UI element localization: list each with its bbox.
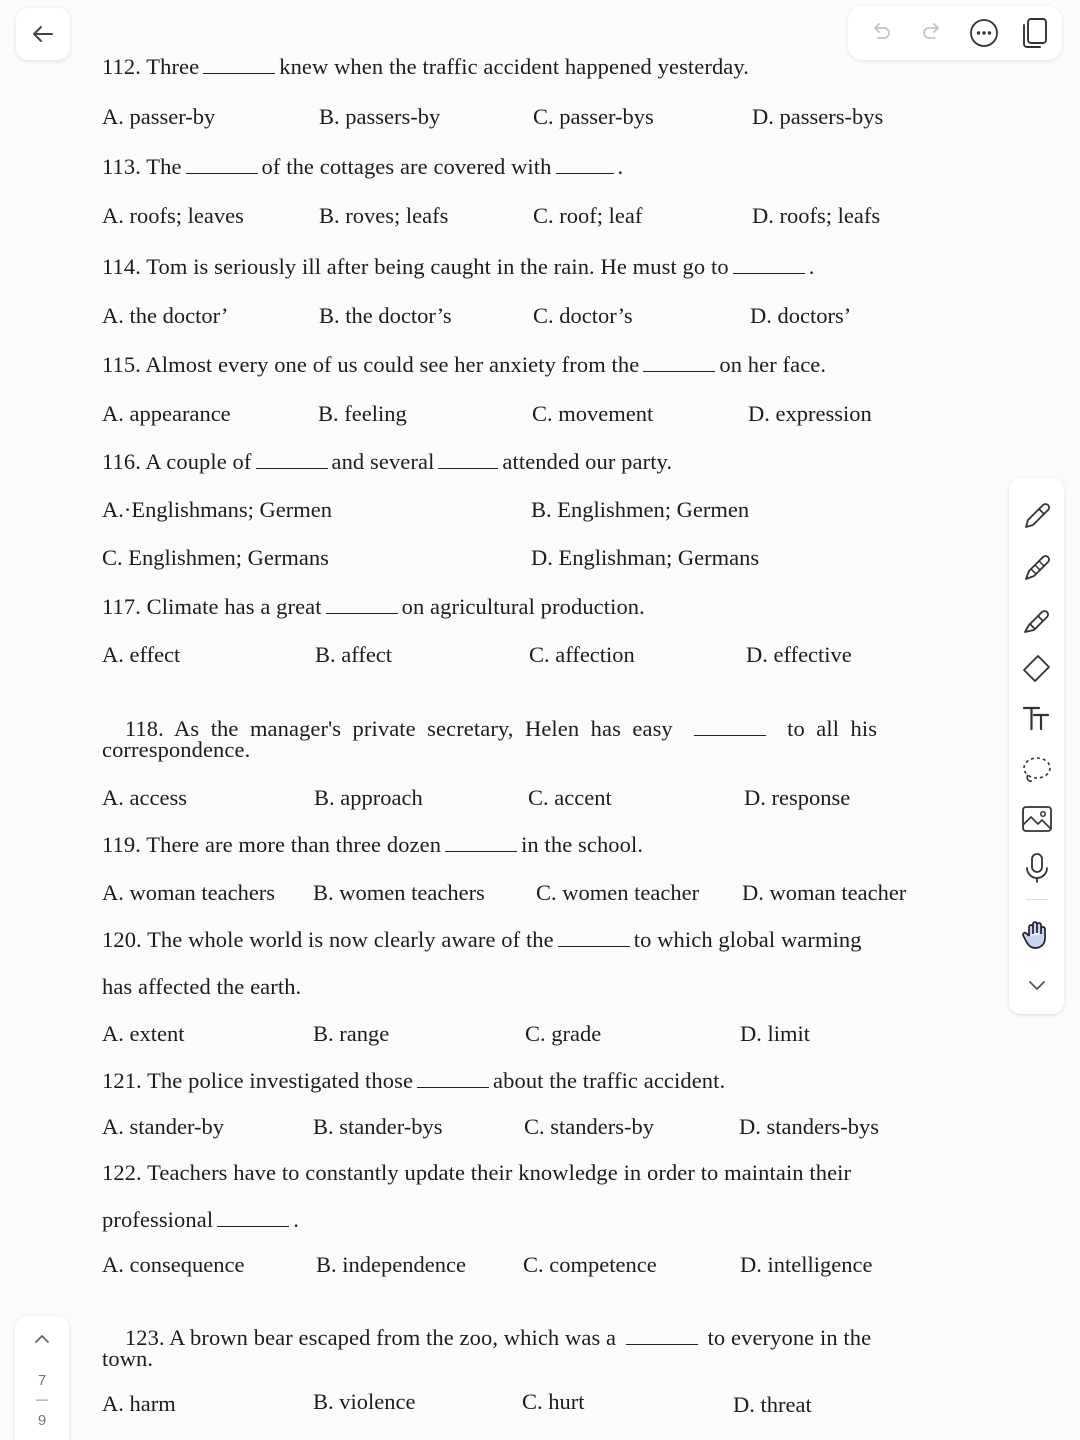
option-d: D. threat: [733, 1392, 812, 1417]
arrow-left-icon: [30, 21, 56, 47]
hand-icon[interactable]: [1019, 916, 1055, 952]
question-text: .: [808, 254, 815, 279]
question-text: 120. The whole world is now clearly aware of the: [102, 927, 554, 952]
question-text: 116. A couple of: [102, 449, 252, 474]
option-a: A. extent: [102, 1021, 185, 1046]
question-text: 118. As the manager's private secretary, Helen has easy: [124, 716, 673, 741]
option-c: C. accent: [528, 785, 612, 810]
option-c: C. competence: [523, 1252, 657, 1277]
top-toolbar: [848, 6, 1062, 60]
answer-blank: [417, 1086, 489, 1088]
option-b: B. approach: [314, 785, 423, 810]
option-c: C. hurt: [522, 1389, 585, 1414]
option-a: A. harm: [102, 1391, 176, 1416]
option-d: D. roofs; leafs: [752, 203, 881, 228]
question-text: to all his: [787, 716, 878, 741]
question-text: of the cottages are covered with: [261, 154, 552, 179]
question-text: 115. Almost every one of us could see her anxiety from the: [102, 352, 640, 377]
question-text: in the school.: [521, 832, 644, 857]
question-113: [102, 154, 623, 180]
option-b: B. Englishmen; Germen: [531, 497, 750, 522]
option-c: C. standers-by: [524, 1114, 654, 1139]
eraser-icon[interactable]: [1019, 650, 1055, 686]
answer-blank: [643, 370, 715, 372]
question-text: .: [293, 1207, 299, 1232]
option-a: A. woman teachers: [102, 880, 276, 905]
option-b: B. feeling: [318, 401, 407, 426]
question-121: [102, 1068, 725, 1094]
undo-icon[interactable]: [866, 19, 894, 47]
question-text: and several: [331, 449, 435, 474]
current-page: 7: [37, 1372, 47, 1389]
option-c: C. women teacher: [536, 880, 700, 905]
option-c: C. movement: [532, 401, 654, 426]
toolbar-divider: [1026, 899, 1048, 900]
option-d: D. standers-bys: [739, 1114, 879, 1139]
question-122-continued: [102, 1207, 299, 1233]
question-text: 121. The police investigated those: [102, 1068, 414, 1093]
question-text: attended our party.: [502, 449, 673, 474]
drawing-toolbar: [1009, 478, 1064, 1014]
option-a: A. roofs; leaves: [102, 203, 244, 228]
question-text: 123. A brown bear escaped from the zoo, which was a: [124, 1325, 617, 1350]
more-icon[interactable]: [968, 17, 1000, 49]
option-d: D. Englishman; Germans: [531, 545, 760, 570]
option-c: C. Englishmen; Germans: [102, 545, 329, 570]
question-text: 114. Tom is seriously ill after being caught in the rain. He must go to: [102, 254, 729, 279]
highlighter-icon[interactable]: [1019, 550, 1055, 586]
option-a: A. the doctor’: [102, 303, 229, 328]
question-115: [102, 352, 826, 378]
answer-blank: [217, 1225, 289, 1227]
answer-blank: [626, 1343, 698, 1345]
answer-blank: [186, 172, 258, 174]
question-112: [102, 54, 749, 80]
option-b: B. the doctor’s: [319, 303, 452, 328]
option-d: D. limit: [740, 1021, 811, 1046]
option-b: B. roves; leafs: [319, 203, 449, 228]
page-indicator: [15, 1316, 69, 1440]
question-114: [102, 254, 814, 280]
question-text: to everyone in the: [707, 1325, 872, 1350]
question-text: 113. The: [102, 154, 182, 179]
answer-blank: [556, 172, 614, 174]
option-a: A. stander-by: [102, 1114, 225, 1139]
answer-blank: [326, 612, 398, 614]
question-text: professional: [102, 1207, 214, 1232]
option-d: D. woman teacher: [742, 880, 907, 905]
answer-blank: [694, 734, 766, 736]
answer-blank: [445, 850, 517, 852]
image-icon[interactable]: [1019, 801, 1055, 837]
question-text: to which global warming: [633, 927, 862, 952]
answer-blank: [733, 272, 805, 274]
question-text: on agricultural production.: [401, 594, 645, 619]
answer-blank: [256, 467, 328, 469]
option-a: A.·Englishmans; Germen: [102, 497, 332, 522]
chevron-down-icon[interactable]: [1019, 972, 1055, 1000]
option-a: A. passer-by: [102, 104, 216, 129]
back-button[interactable]: [16, 8, 70, 60]
answer-blank: [203, 72, 275, 74]
question-120-continued: has affected the earth.: [102, 974, 302, 999]
option-a: A. effect: [102, 642, 181, 667]
option-b: B. independence: [316, 1252, 466, 1277]
option-a: A. access: [102, 785, 187, 810]
option-c: C. affection: [529, 642, 635, 667]
option-b: B. passers-by: [319, 104, 441, 129]
question-123: [102, 1299, 871, 1377]
question-118-continued: correspondence.: [102, 737, 251, 762]
question-text: 117. Climate has a great: [102, 594, 322, 619]
question-text: on her face.: [719, 352, 827, 377]
pen-icon[interactable]: [1019, 498, 1055, 534]
redo-icon[interactable]: [919, 19, 947, 47]
option-b: B. stander-bys: [313, 1114, 443, 1139]
option-b: B. violence: [313, 1389, 416, 1414]
copy-pages-icon[interactable]: [1020, 16, 1050, 50]
answer-blank: [558, 945, 630, 947]
text-icon[interactable]: [1019, 700, 1055, 736]
option-c: C. grade: [525, 1021, 602, 1046]
option-b: B. affect: [315, 642, 393, 667]
question-123-continued: town.: [102, 1346, 154, 1371]
total-pages: 9: [37, 1412, 47, 1429]
option-d: D. expression: [748, 401, 872, 426]
question-122: 122. Teachers have to constantly update their knowledge in order to maintain their: [102, 1160, 852, 1185]
marker-icon[interactable]: [1019, 602, 1055, 638]
option-d: D. intelligence: [740, 1252, 873, 1277]
question-text: knew when the traffic accident happened yesterday.: [279, 54, 750, 79]
option-d: D. effective: [746, 642, 852, 667]
option-c: C. passer-bys: [533, 104, 654, 129]
option-b: B. women teachers: [313, 880, 485, 905]
question-text: 119. There are more than three dozen: [102, 832, 442, 857]
option-b: B. range: [313, 1021, 390, 1046]
question-text: 112. Three: [102, 54, 200, 79]
option-a: A. appearance: [102, 401, 231, 426]
option-d: D. doctors’: [750, 303, 852, 328]
option-c: C. roof; leaf: [533, 203, 643, 228]
question-text: about the traffic accident.: [493, 1068, 726, 1093]
option-c: C. doctor’s: [533, 303, 633, 328]
question-119: [102, 832, 643, 858]
answer-blank: [438, 467, 498, 469]
lasso-icon[interactable]: [1019, 752, 1055, 788]
option-a: A. consequence: [102, 1252, 245, 1277]
option-d: D. response: [744, 785, 851, 810]
question-117: [102, 594, 645, 620]
chevron-up-icon[interactable]: [32, 1330, 52, 1346]
question-text: .: [617, 154, 624, 179]
page-separator: —: [36, 1392, 48, 1406]
question-116: [102, 449, 672, 475]
mic-icon[interactable]: [1019, 850, 1055, 886]
question-120: [102, 927, 862, 953]
option-d: D. passers-bys: [752, 104, 884, 129]
